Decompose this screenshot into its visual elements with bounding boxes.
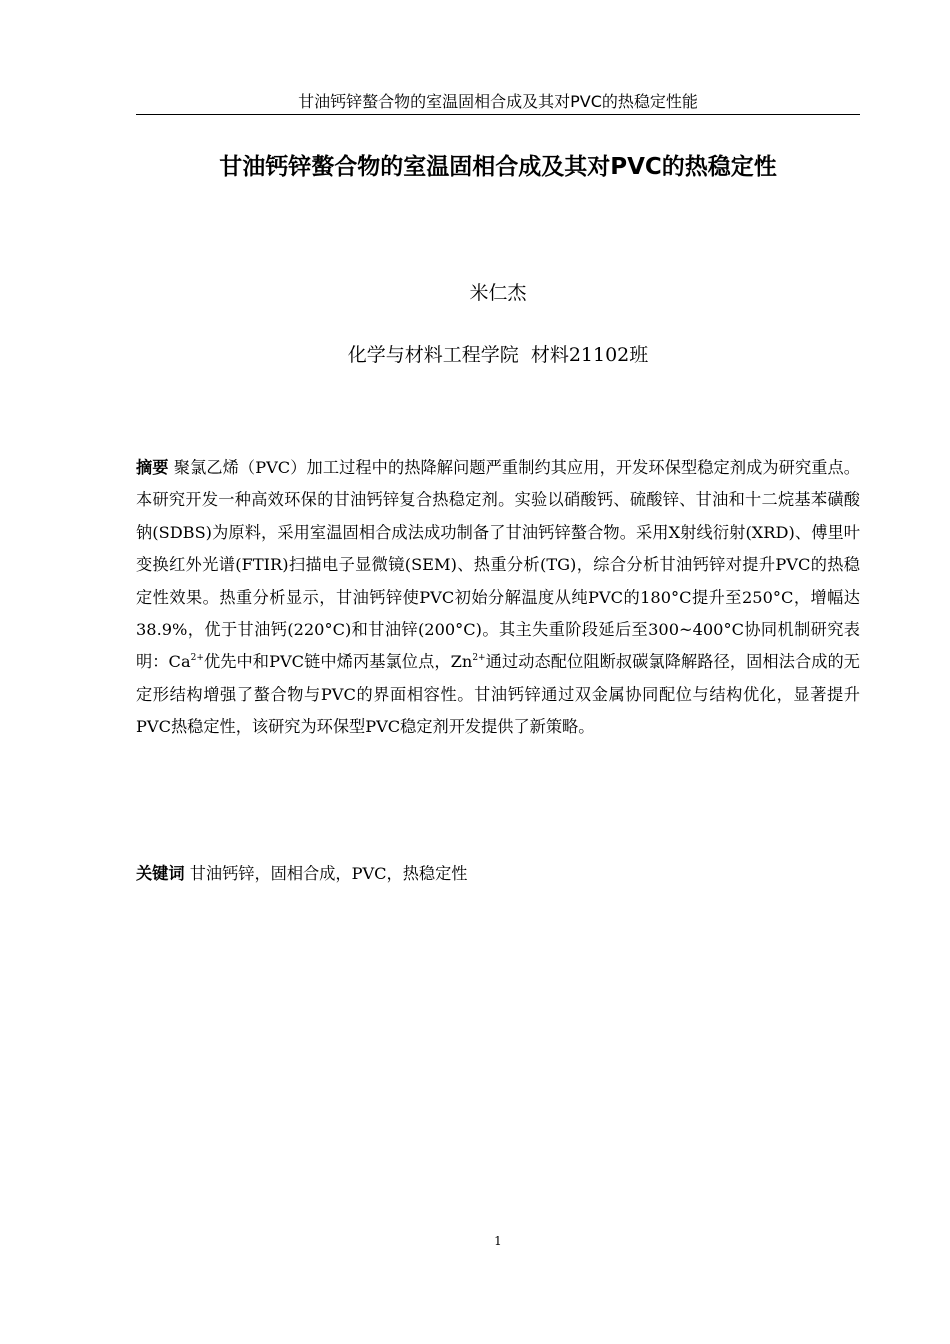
abstract-text-3: 通过动态配位阻断叔碳氯降解路径，固相法合成的无定形结构增强了螯合物与PVC的界面相容性。甘油钙锌通过双金属协同配位与结构优化，显著提升PVC热稳定性，该研究为环保型PVC稳定剂开发提供了新策略。	[136, 652, 860, 737]
abstract-text-2: 优先中和PVC链中烯丙基氯位点，Zn	[203, 652, 473, 672]
abstract-label: 摘要	[136, 458, 169, 477]
running-header: 甘油钙锌螯合物的室温固相合成及其对PVC的热稳定性能	[136, 92, 860, 115]
keywords-label: 关键词	[136, 864, 185, 883]
page-number: 1	[494, 1234, 502, 1248]
abstract	[136, 452, 860, 744]
ca-charge: 2+	[190, 653, 204, 664]
author-affiliation: 化学与材料工程学院 材料21102班	[347, 344, 649, 366]
paper-title: 甘油钙锌螯合物的室温固相合成及其对PVC的热稳定性	[219, 154, 777, 180]
zn-charge: 2+	[472, 653, 486, 664]
author-name: 米仁杰	[469, 282, 527, 304]
keywords-text: 甘油钙锌，固相合成，PVC，热稳定性	[184, 864, 468, 883]
abstract-text-1: 聚氯乙烯（PVC）加工过程中的热降解问题严重制约其应用，开发环保型稳定剂成为研究重点。本研究开发一种高效环保的甘油钙锌复合热稳定剂。实验以硝酸钙、硫酸锌、甘油和十二烷基苯磺酸钠(SDBS)为原料，采用室温固相合成法成功制备了甘油钙锌螯合物。采用X射线衍射(XRD)、傅里叶变换红外光谱(FTIR)扫描电子显微镜(SEM)、热重分析(TG)，综合分析甘油钙锌对提升PVC的热稳定性效果。热重分析显示，甘油钙锌使PVC初始分解温度从纯PVC的180°C提升至250°C，增幅达38.9%，优于甘油钙(220°C)和甘油锌(200°C)。其主失重阶段延后至300~400°C协同机制研究表明：Ca	[136, 458, 860, 672]
keywords	[136, 858, 860, 890]
